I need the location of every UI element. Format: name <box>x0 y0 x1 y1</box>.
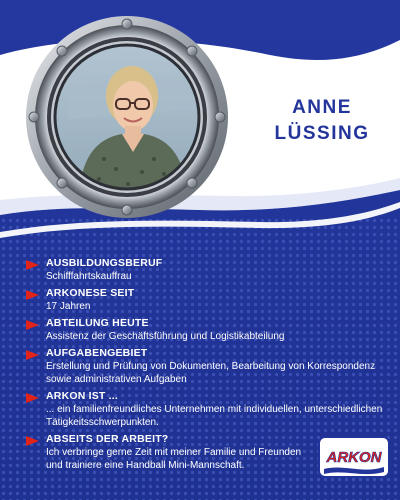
arrow-icon <box>26 350 39 360</box>
info-item-title: AUSBILDUNGSBERUF <box>46 257 163 269</box>
info-item-title: ARKONESE SEIT <box>46 287 135 299</box>
arrow-icon <box>26 436 39 446</box>
last-name: LÜSSING <box>274 123 370 144</box>
info-item-text: Erstellung und Prüfung von Dokumenten, Bearbeitung von Korrespondenz sowie administrativen Aufgaben <box>46 361 376 385</box>
info-item-text: Schifffahrtskauffrau <box>46 271 132 282</box>
info-item-ausbildung <box>26 257 386 283</box>
info-item-abteilung <box>26 317 386 343</box>
logo-text: ARKON <box>326 449 382 466</box>
porthole-photo-frame <box>24 14 230 220</box>
info-item-title: ABSEITS DER ARBEIT? <box>46 433 169 445</box>
info-item-aufgabengebiet <box>26 347 386 386</box>
info-item-title: AUFGABENGEBIET <box>46 347 148 359</box>
info-item-title: ABTEILUNG HEUTE <box>46 317 149 329</box>
arrow-icon <box>26 260 39 270</box>
arrow-icon <box>26 320 39 330</box>
arrow-icon <box>26 393 39 403</box>
first-name: ANNE <box>292 97 352 118</box>
info-item-title: ARKON IST ... <box>46 390 119 402</box>
arrow-icon <box>26 290 39 300</box>
info-item-text: ... ein familienfreundliches Unternehmen mit individuellen, unterschiedlichen Tätigkeitsschwerpunkten. <box>46 404 383 428</box>
person-name <box>262 95 382 147</box>
info-item-arkonese-seit <box>26 287 386 313</box>
info-item-text: Assistenz der Geschäftsführung und Logistikabteilung <box>46 331 285 342</box>
info-item-text: Ich verbringe gerne Zeit mit meiner Familie und Freunden und trainiere eine Handball Mini-Mannschaft. <box>46 447 302 471</box>
info-item-arkon-ist <box>26 390 386 429</box>
arkon-logo <box>318 436 390 478</box>
info-item-text: 17 Jahren <box>46 301 91 312</box>
